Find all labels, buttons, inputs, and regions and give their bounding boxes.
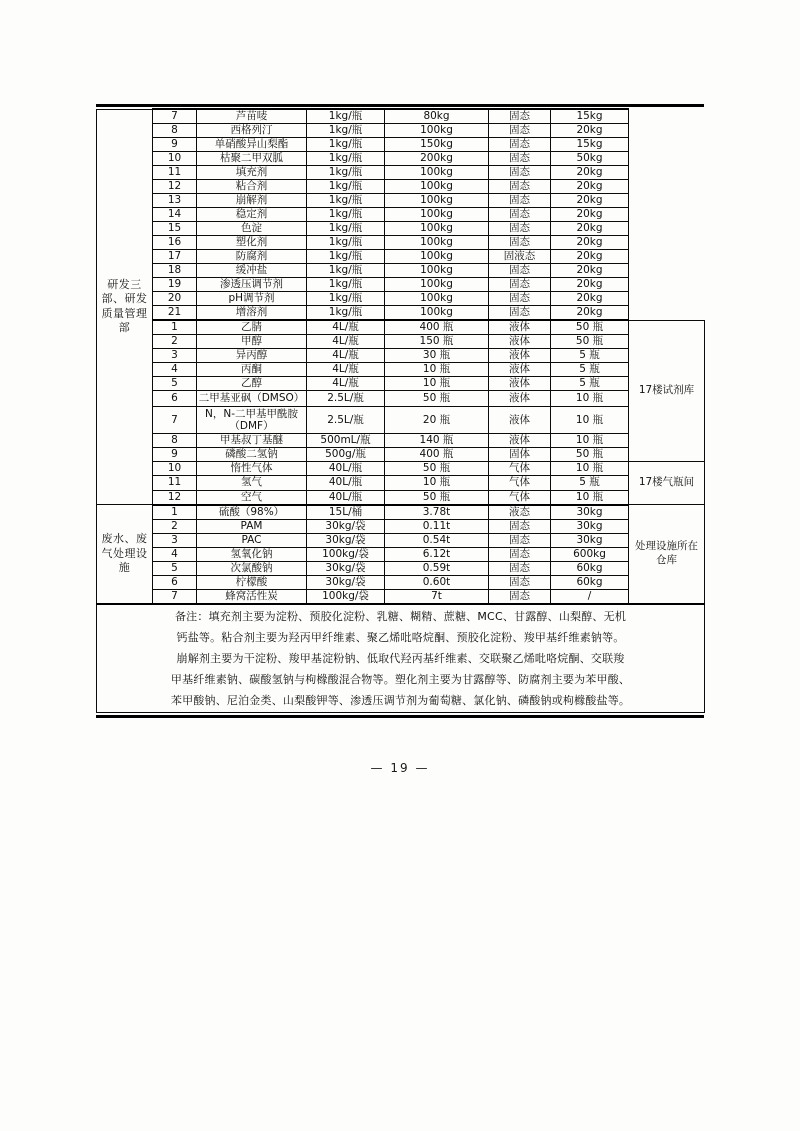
cell-name: 崩解剂 <box>197 194 307 208</box>
cell-no: 15 <box>153 222 197 236</box>
cell-state: 固态 <box>489 180 551 194</box>
table-row <box>97 194 705 208</box>
cell-amount: 100kg <box>385 222 489 236</box>
table-row <box>97 152 705 166</box>
cell-name: 蜂窝活性炭 <box>197 589 307 604</box>
page-bottom-rule <box>96 715 704 718</box>
cell-amount: 100kg <box>385 292 489 306</box>
cell-store: 30kg <box>551 533 629 547</box>
cell-spec: 1kg/瓶 <box>307 194 385 208</box>
cell-amount: 50 瓶 <box>385 462 489 476</box>
cell-spec: 40L/瓶 <box>307 490 385 505</box>
cell-name: 防腐剂 <box>197 250 307 264</box>
cell-store: 5 瓶 <box>551 363 629 377</box>
cell-spec: 1kg/瓶 <box>307 166 385 180</box>
cell-state: 固态 <box>489 166 551 180</box>
cell-spec: 2.5L/瓶 <box>307 406 385 434</box>
cell-no: 8 <box>153 434 197 448</box>
cell-name: N，N-二甲基甲酰胺（DMF） <box>197 406 307 434</box>
cell-spec: 1kg/瓶 <box>307 180 385 194</box>
table-row <box>97 109 705 124</box>
cell-spec: 30kg/袋 <box>307 533 385 547</box>
cell-state: 固态 <box>489 519 551 533</box>
cell-name: 柠檬酸 <box>197 575 307 589</box>
cell-no: 5 <box>153 377 197 391</box>
cell-store: 20kg <box>551 180 629 194</box>
cell-spec: 1kg/瓶 <box>307 222 385 236</box>
cell-store: 20kg <box>551 222 629 236</box>
table-row <box>97 278 705 292</box>
cell-state: 固态 <box>489 533 551 547</box>
cell-name: 甲基叔丁基醚 <box>197 434 307 448</box>
cell-amount: 100kg <box>385 306 489 321</box>
cell-no: 13 <box>153 194 197 208</box>
cell-no: 9 <box>153 138 197 152</box>
table-row <box>97 505 705 520</box>
note-line: 甲基纤维素钠、碳酸氢钠与枸橼酸混合物等。塑化剂主要为甘露醇等、防腐剂主要为苯甲酸、 <box>170 672 631 686</box>
cell-name: 塑化剂 <box>197 236 307 250</box>
cell-store: 50 瓶 <box>551 335 629 349</box>
cell-amount: 100kg <box>385 264 489 278</box>
cell-amount: 100kg <box>385 180 489 194</box>
cell-amount: 100kg <box>385 236 489 250</box>
cell-spec: 100kg/袋 <box>307 589 385 604</box>
table-row <box>97 519 705 533</box>
cell-store: 60kg <box>551 575 629 589</box>
page-top-rule <box>96 104 704 107</box>
cell-state: 液体 <box>489 363 551 377</box>
cell-amount: 50 瓶 <box>385 391 489 406</box>
cell-name: 乙腈 <box>197 320 307 335</box>
cell-amount: 50 瓶 <box>385 490 489 505</box>
cell-store: 20kg <box>551 194 629 208</box>
cell-name: PAM <box>197 519 307 533</box>
cell-state: 固态 <box>489 236 551 250</box>
cell-amount: 10 瓶 <box>385 476 489 490</box>
location-cell-empty <box>629 109 705 320</box>
note-line: 崩解剂主要为干淀粉、羧甲基淀粉钠、低取代羟丙基纤维素、交联聚乙烯吡咯烷酮、交联羧 <box>176 651 625 665</box>
note-line: 钙盐等。粘合剂主要为羟丙甲纤维素、聚乙烯吡咯烷酮、预胶化淀粉、羧甲基纤维素钠等。 <box>176 630 625 644</box>
cell-state: 固态 <box>489 561 551 575</box>
table-row <box>97 320 705 335</box>
cell-name: 西格列汀 <box>197 124 307 138</box>
location-cell-reagent-store: 17楼试剂库 <box>629 320 705 462</box>
cell-amount: 10 瓶 <box>385 377 489 391</box>
cell-no: 9 <box>153 448 197 462</box>
cell-name: 乙醇 <box>197 377 307 391</box>
cell-amount: 3.78t <box>385 505 489 520</box>
table-row <box>97 138 705 152</box>
table-row <box>97 462 705 476</box>
cell-spec: 2.5L/瓶 <box>307 391 385 406</box>
cell-no: 8 <box>153 124 197 138</box>
cell-no: 12 <box>153 490 197 505</box>
table-row <box>97 236 705 250</box>
cell-name: 空气 <box>197 490 307 505</box>
cell-no: 3 <box>153 533 197 547</box>
cell-name: 稳定剂 <box>197 208 307 222</box>
cell-spec: 30kg/袋 <box>307 519 385 533</box>
location-cell-facility-store: 处理设施所在仓库 <box>629 505 705 604</box>
cell-no: 6 <box>153 575 197 589</box>
cell-name: pH调节剂 <box>197 292 307 306</box>
cell-spec: 1kg/瓶 <box>307 250 385 264</box>
cell-store: 50 瓶 <box>551 320 629 335</box>
cell-state: 液体 <box>489 320 551 335</box>
cell-no: 20 <box>153 292 197 306</box>
cell-state: 固态 <box>489 124 551 138</box>
cell-name: 单硝酸异山梨酯 <box>197 138 307 152</box>
cell-state: 固液态 <box>489 250 551 264</box>
table-row <box>97 448 705 462</box>
table-row <box>97 391 705 406</box>
cell-amount: 0.54t <box>385 533 489 547</box>
table-row <box>97 292 705 306</box>
cell-spec: 30kg/袋 <box>307 575 385 589</box>
table-row <box>97 180 705 194</box>
table-row <box>97 250 705 264</box>
cell-spec: 1kg/瓶 <box>307 124 385 138</box>
cell-amount: 0.59t <box>385 561 489 575</box>
table-row <box>97 349 705 363</box>
cell-state: 固态 <box>489 152 551 166</box>
cell-amount: 100kg <box>385 278 489 292</box>
table-row <box>97 377 705 391</box>
cell-spec: 40L/瓶 <box>307 462 385 476</box>
cell-store: 20kg <box>551 292 629 306</box>
cell-amount: 100kg <box>385 194 489 208</box>
cell-amount: 400 瓶 <box>385 320 489 335</box>
cell-spec: 1kg/瓶 <box>307 152 385 166</box>
table-row <box>97 547 705 561</box>
cell-spec: 4L/瓶 <box>307 320 385 335</box>
cell-amount: 140 瓶 <box>385 434 489 448</box>
table-row <box>97 561 705 575</box>
cell-spec: 500g/瓶 <box>307 448 385 462</box>
cell-name: 渗透压调节剂 <box>197 278 307 292</box>
cell-state: 固态 <box>489 264 551 278</box>
cell-store: 20kg <box>551 306 629 321</box>
table-note <box>97 604 705 713</box>
note-line: 苯甲酸钠、尼泊金类、山梨酸钾等、渗透压调节剂为葡萄糖、氯化钠、磷酸钠或枸橼酸盐等。 <box>170 694 631 708</box>
table-row <box>97 533 705 547</box>
table-row <box>97 124 705 138</box>
cell-spec: 500mL/瓶 <box>307 434 385 448</box>
cell-name: 氢气 <box>197 476 307 490</box>
cell-spec: 4L/瓶 <box>307 349 385 363</box>
table-row <box>97 406 705 434</box>
cell-spec: 1kg/瓶 <box>307 208 385 222</box>
cell-state: 气体 <box>489 476 551 490</box>
cell-name: 甲醇 <box>197 335 307 349</box>
cell-store: 20kg <box>551 264 629 278</box>
cell-name: 异丙醇 <box>197 349 307 363</box>
table-row <box>97 166 705 180</box>
cell-no: 2 <box>153 335 197 349</box>
cell-name: 枯聚二甲双胍 <box>197 152 307 166</box>
cell-no: 10 <box>153 152 197 166</box>
cell-amount: 10 瓶 <box>385 363 489 377</box>
cell-no: 3 <box>153 349 197 363</box>
chemical-inventory-table <box>96 108 705 713</box>
cell-store: 30kg <box>551 505 629 520</box>
cell-spec: 1kg/瓶 <box>307 278 385 292</box>
cell-spec: 1kg/瓶 <box>307 306 385 321</box>
cell-spec: 4L/瓶 <box>307 377 385 391</box>
chemical-inventory-table-wrapper <box>96 108 704 713</box>
cell-spec: 1kg/瓶 <box>307 236 385 250</box>
cell-spec: 1kg/瓶 <box>307 109 385 124</box>
cell-no: 10 <box>153 462 197 476</box>
cell-amount: 6.12t <box>385 547 489 561</box>
cell-spec: 4L/瓶 <box>307 363 385 377</box>
cell-state: 固体 <box>489 448 551 462</box>
cell-store: 20kg <box>551 208 629 222</box>
cell-amount: 150kg <box>385 138 489 152</box>
table-row <box>97 264 705 278</box>
cell-amount: 200kg <box>385 152 489 166</box>
table-row <box>97 575 705 589</box>
page-footer: — 19 — <box>370 761 430 776</box>
cell-store: 30kg <box>551 519 629 533</box>
cell-store: 20kg <box>551 250 629 264</box>
cell-no: 11 <box>153 476 197 490</box>
cell-spec: 1kg/瓶 <box>307 264 385 278</box>
table-row <box>97 208 705 222</box>
cell-name: 增溶剂 <box>197 306 307 321</box>
cell-state: 固态 <box>489 194 551 208</box>
cell-state: 固态 <box>489 222 551 236</box>
cell-store: 50kg <box>551 152 629 166</box>
table-row <box>97 490 705 505</box>
cell-amount: 100kg <box>385 208 489 222</box>
cell-amount: 100kg <box>385 250 489 264</box>
cell-state: 液体 <box>489 406 551 434</box>
cell-state: 液体 <box>489 391 551 406</box>
cell-name: 丙酮 <box>197 363 307 377</box>
cell-store: 5 瓶 <box>551 349 629 363</box>
cell-amount: 7t <box>385 589 489 604</box>
table-row <box>97 589 705 604</box>
cell-state: 固态 <box>489 208 551 222</box>
cell-no: 7 <box>153 589 197 604</box>
cell-store: 10 瓶 <box>551 462 629 476</box>
cell-state: 固态 <box>489 589 551 604</box>
cell-store: 20kg <box>551 166 629 180</box>
cell-state: 液体 <box>489 377 551 391</box>
cell-amount: 30 瓶 <box>385 349 489 363</box>
cell-no: 16 <box>153 236 197 250</box>
cell-state: 液态 <box>489 505 551 520</box>
cell-spec: 30kg/袋 <box>307 561 385 575</box>
note-line: 备注：填充剂主要为淀粉、预胶化淀粉、乳糖、糊精、蔗糖、MCC、甘露醇、山梨醇、无机 <box>174 609 627 623</box>
cell-state: 液体 <box>489 335 551 349</box>
cell-store: 50 瓶 <box>551 448 629 462</box>
cell-name: 惰性气体 <box>197 462 307 476</box>
cell-name: 氢氧化钠 <box>197 547 307 561</box>
table-row <box>97 222 705 236</box>
cell-no: 5 <box>153 561 197 575</box>
location-cell-gas-room: 17楼气瓶间 <box>629 462 705 505</box>
cell-store: 10 瓶 <box>551 490 629 505</box>
cell-state: 固态 <box>489 109 551 124</box>
cell-name: 缓冲盐 <box>197 264 307 278</box>
cell-no: 14 <box>153 208 197 222</box>
table-body <box>97 109 705 713</box>
cell-store: 20kg <box>551 124 629 138</box>
cell-no: 7 <box>153 406 197 434</box>
cell-spec: 15L/桶 <box>307 505 385 520</box>
cell-store: 10 瓶 <box>551 391 629 406</box>
cell-state: 固态 <box>489 138 551 152</box>
cell-store: 20kg <box>551 278 629 292</box>
cell-name: 磷酸二氢钠 <box>197 448 307 462</box>
table-row <box>97 363 705 377</box>
cell-spec: 1kg/瓶 <box>307 138 385 152</box>
cell-state: 液体 <box>489 349 551 363</box>
cell-no: 1 <box>153 505 197 520</box>
cell-no: 12 <box>153 180 197 194</box>
cell-name: 硫酸（98%） <box>197 505 307 520</box>
cell-state: 固态 <box>489 278 551 292</box>
cell-no: 17 <box>153 250 197 264</box>
cell-state: 气体 <box>489 490 551 505</box>
cell-state: 液体 <box>489 434 551 448</box>
cell-store: / <box>551 589 629 604</box>
cell-store: 5 瓶 <box>551 377 629 391</box>
table-row <box>97 476 705 490</box>
cell-state: 固态 <box>489 292 551 306</box>
cell-no: 4 <box>153 363 197 377</box>
cell-amount: 150 瓶 <box>385 335 489 349</box>
cell-store: 10 瓶 <box>551 406 629 434</box>
table-row <box>97 434 705 448</box>
cell-name: 芦苗唛 <box>197 109 307 124</box>
cell-amount: 400 瓶 <box>385 448 489 462</box>
cell-no: 7 <box>153 109 197 124</box>
cell-no: 4 <box>153 547 197 561</box>
note-row <box>97 604 705 713</box>
cell-no: 21 <box>153 306 197 321</box>
cell-spec: 4L/瓶 <box>307 335 385 349</box>
cell-spec: 40L/瓶 <box>307 476 385 490</box>
cell-store: 20kg <box>551 236 629 250</box>
cell-amount: 20 瓶 <box>385 406 489 434</box>
department-cell-rnd: 研发三部、研发质量管理部 <box>97 109 153 505</box>
cell-name: 填充剂 <box>197 166 307 180</box>
cell-amount: 100kg <box>385 124 489 138</box>
cell-store: 15kg <box>551 138 629 152</box>
cell-no: 6 <box>153 391 197 406</box>
cell-no: 18 <box>153 264 197 278</box>
cell-amount: 0.60t <box>385 575 489 589</box>
cell-amount: 80kg <box>385 109 489 124</box>
cell-state: 固态 <box>489 575 551 589</box>
cell-no: 11 <box>153 166 197 180</box>
cell-no: 2 <box>153 519 197 533</box>
cell-spec: 1kg/瓶 <box>307 292 385 306</box>
cell-store: 60kg <box>551 561 629 575</box>
cell-no: 19 <box>153 278 197 292</box>
table-row <box>97 335 705 349</box>
cell-store: 10 瓶 <box>551 434 629 448</box>
cell-store: 15kg <box>551 109 629 124</box>
cell-name: 次氯酸钠 <box>197 561 307 575</box>
cell-name: PAC <box>197 533 307 547</box>
cell-store: 5 瓶 <box>551 476 629 490</box>
cell-no: 1 <box>153 320 197 335</box>
cell-spec: 100kg/袋 <box>307 547 385 561</box>
table-row <box>97 306 705 321</box>
cell-state: 气体 <box>489 462 551 476</box>
cell-name: 二甲基亚砜（DMSO） <box>197 391 307 406</box>
cell-name: 色淀 <box>197 222 307 236</box>
cell-amount: 0.11t <box>385 519 489 533</box>
cell-store: 600kg <box>551 547 629 561</box>
cell-amount: 100kg <box>385 166 489 180</box>
cell-name: 粘合剂 <box>197 180 307 194</box>
cell-state: 固态 <box>489 547 551 561</box>
cell-state: 固态 <box>489 306 551 321</box>
department-cell-waste: 废水、废气处理设施 <box>97 505 153 604</box>
